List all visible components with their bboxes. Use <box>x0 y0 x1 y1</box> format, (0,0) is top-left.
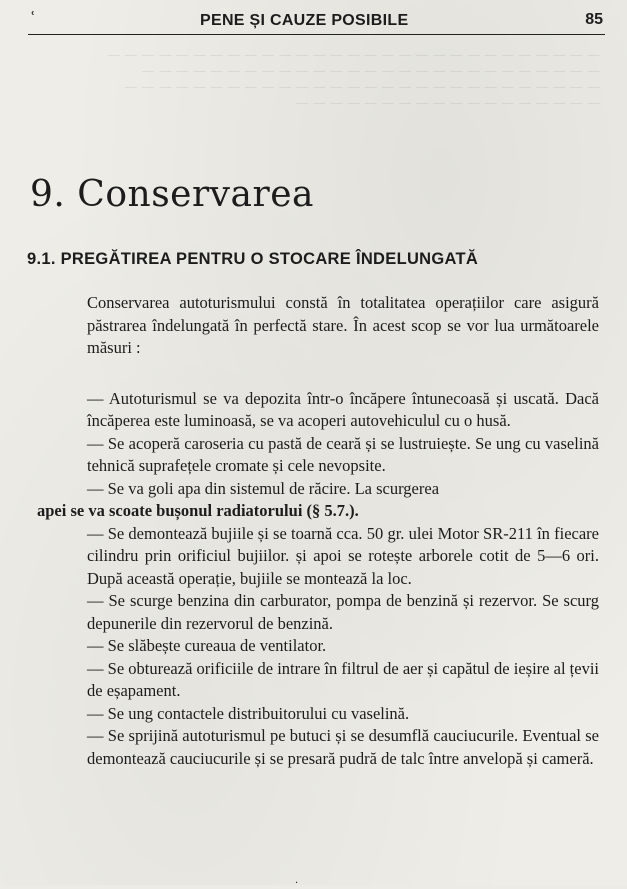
header-title: PENE ȘI CAUZE POSIBILE <box>200 12 409 29</box>
page-number: 85 <box>585 11 603 28</box>
list-item-bodywork: — Se acoperă caroseria cu pastă de ceară și se lustruiește. Se ung cu vaselină tehnică suprafețele cromate și cele nevopsite. <box>87 433 599 475</box>
list-item-radiator: apei se va scoate bușonul radiatorului (§ 5.7.). <box>37 501 359 520</box>
footer-mark: · <box>295 878 299 889</box>
list-item-tyres: — Se sprijină autoturismul pe butuci și se desumflă cauciucurile. Eventual se demontează cauciucurile și se presară pudră de talc între anvelopă și cameră. <box>87 726 599 768</box>
header-mark: ʿ <box>30 10 36 26</box>
list-item-fuel: — Se scurge benzina din carburator, pompa de benzină și rezervor. Se scurg depunerile din rezervorul de benzină. <box>87 591 599 633</box>
intro-paragraph: Conservarea autoturismului constă în totalitatea operațiilor care asigură păstrarea îndelungată în perfectă stare. În acest scop se vor lua următoarele măsuri : <box>87 293 599 357</box>
list-item-spark-plugs: — Se demontează bujiile și se toarnă cca. 50 gr. ulei Motor SR-211 în fiecare cilindru prin orificiul bujiilor. și apoi se rotește arborele cotit de 5—6 ori. După această operație, bujiile se montează la loc. <box>87 523 599 588</box>
list-item-fan-belt: — Se slăbește cureaua de ventilator. <box>87 636 327 655</box>
list-item-distributor: — Se ung contactele distribuitorului cu vaselină. <box>87 703 410 723</box>
list-item-cooling: — Se va goli apa din sistemul de răcire. La scurgerea <box>87 478 440 498</box>
bleed-through-texture: — — — — — — — — — — — — — — — — — — — — — — — — — — — — — — — — — — — — — — — — — — — — — — — — — — — — — — — — — — — — — — — — — — — — — — — — — — — — — — — — — — — — — — — — — — — — — — — — — — — — — — <box>107 48 600 111</box>
body-text <box>37 292 599 770</box>
list-item-air-filter: — Se obturează orificiile de intrare în filtrul de aer și capătul de ieșire al țevii de eșapament. <box>87 658 599 700</box>
chapter-title: 9. Conservarea <box>30 174 314 215</box>
running-header <box>28 8 605 35</box>
list-item-storage: — Autoturismul se va depozita într-o încăpere întunecoasă și uscată. Dacă încăperea este luminoasă, se va acoperi autovehiculul cu o husă. <box>87 388 599 430</box>
section-title: 9.1. PREGĂTIREA PENTRU O STOCARE ÎNDELUNGATĂ <box>27 250 479 268</box>
